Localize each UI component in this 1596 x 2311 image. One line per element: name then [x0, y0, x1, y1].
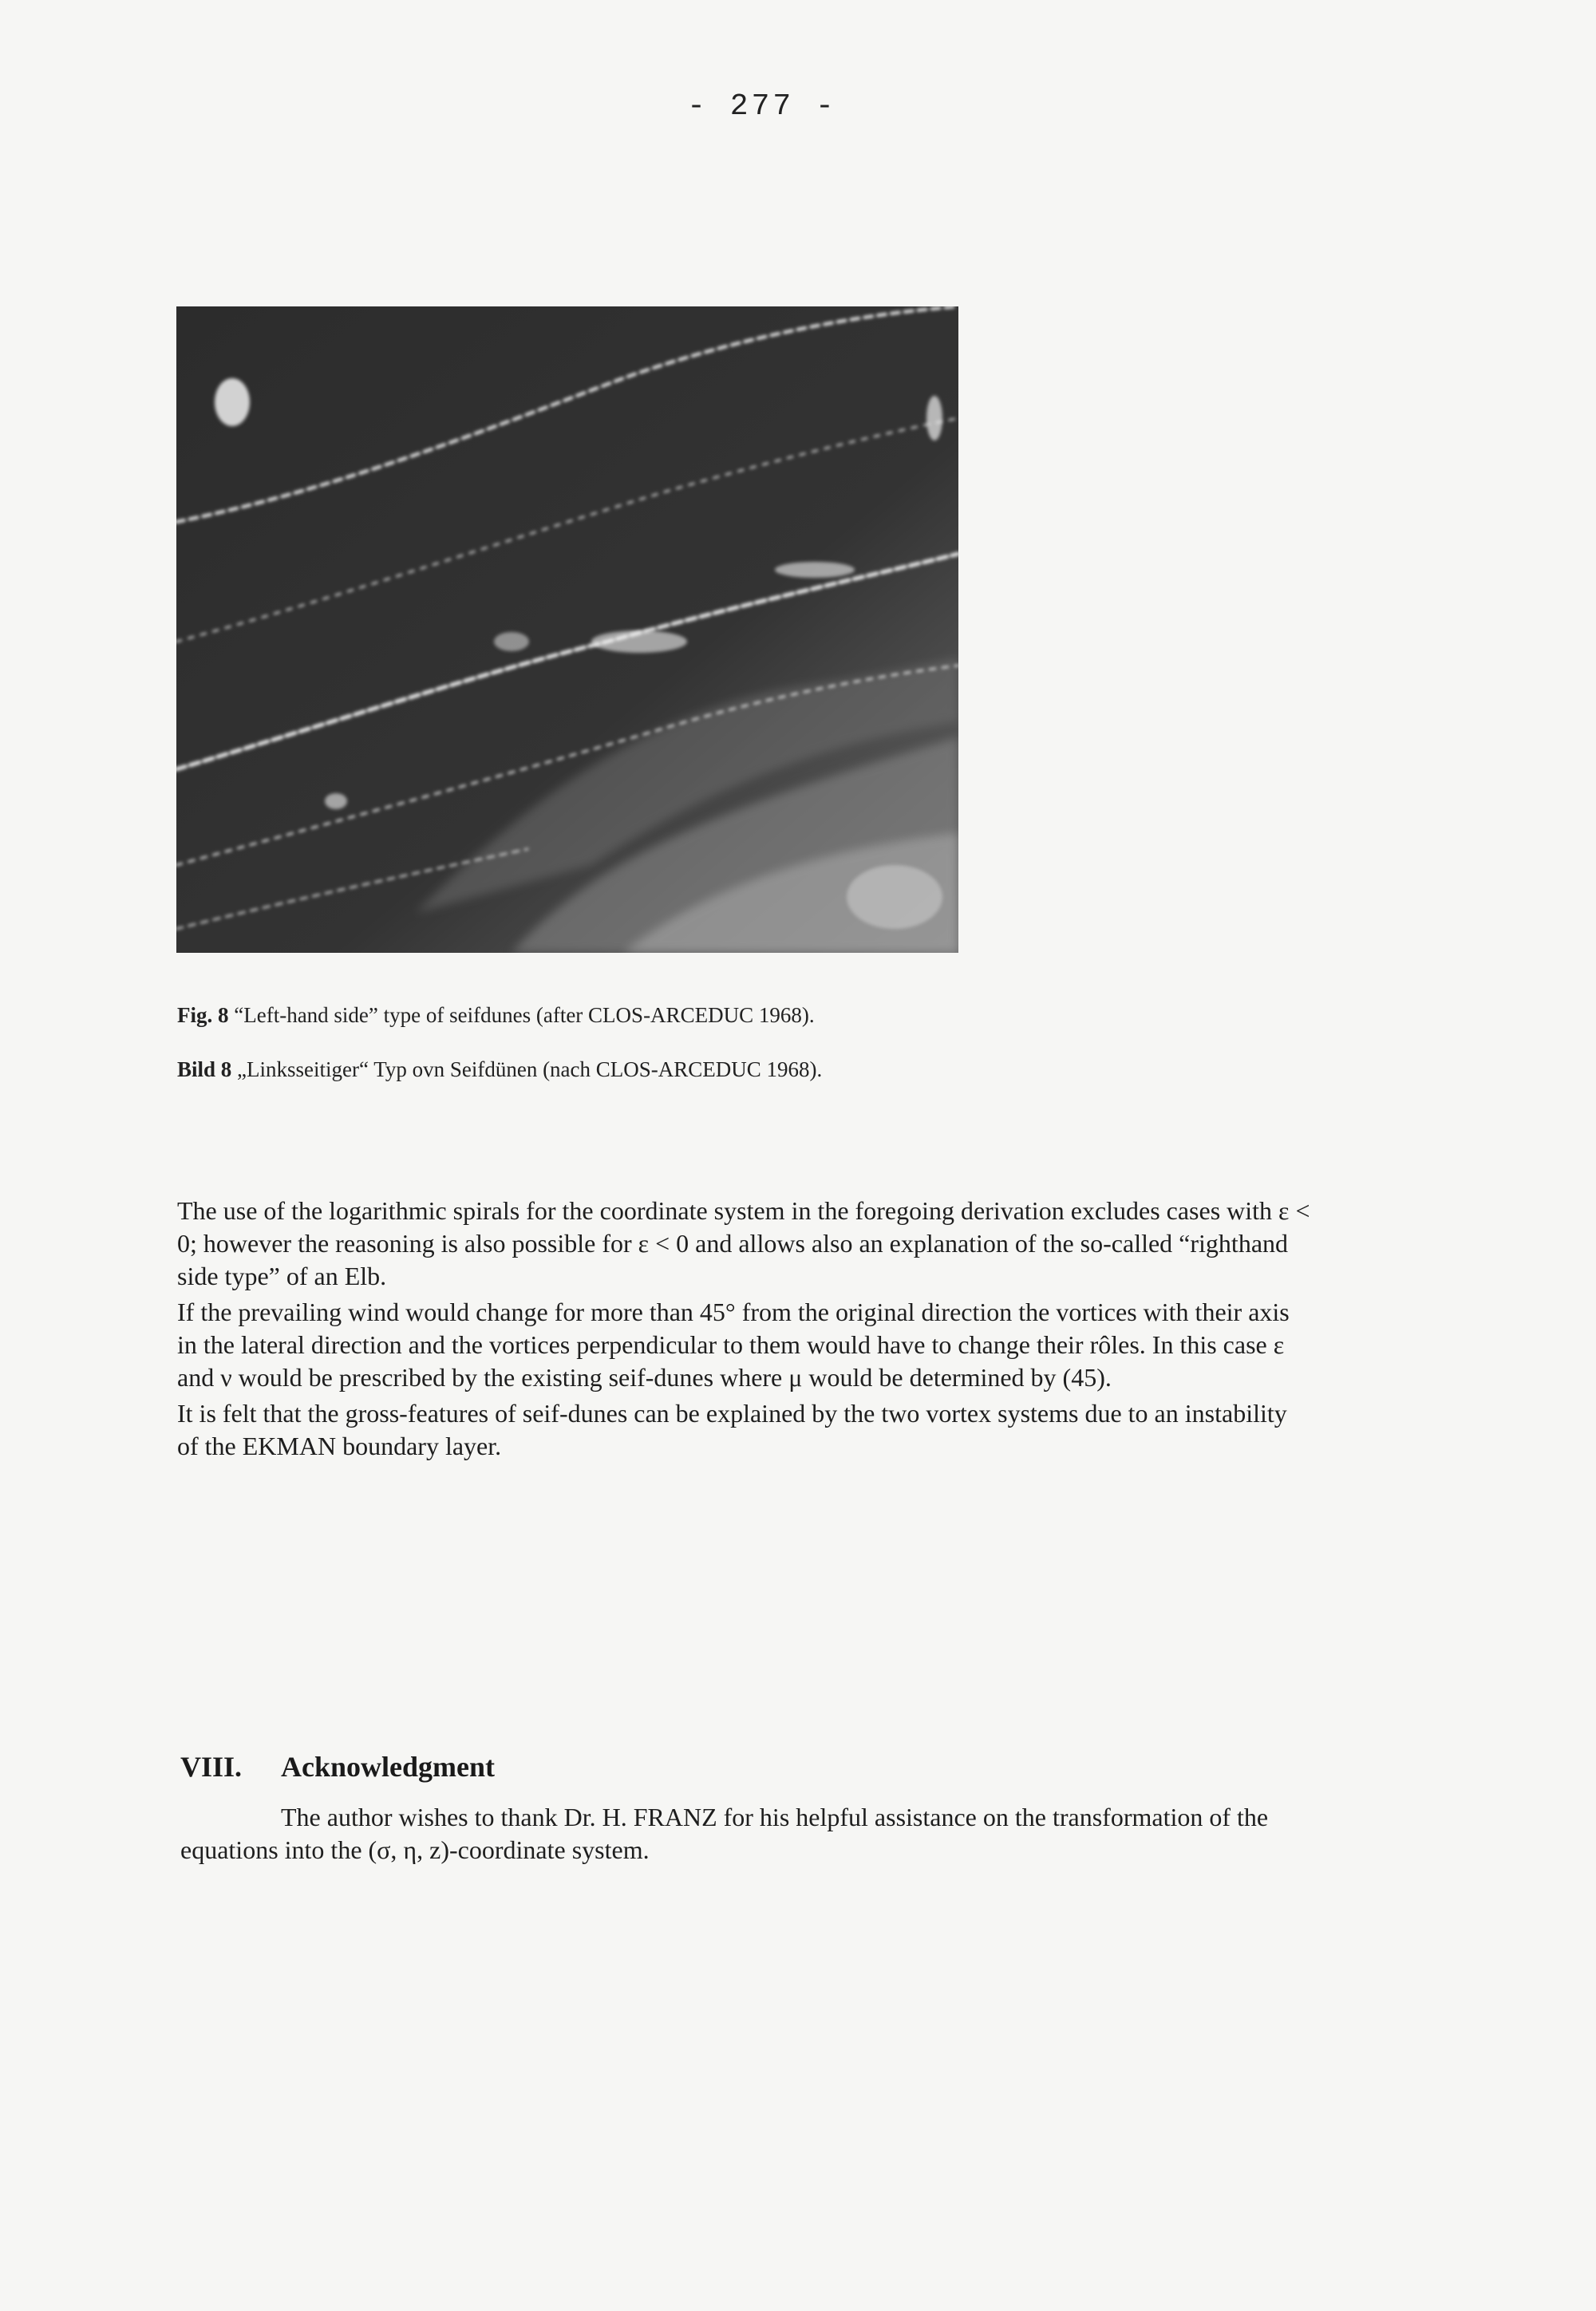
dune-photograph — [176, 306, 958, 953]
figure-caption-en — [177, 1003, 815, 1028]
paragraph: If the prevailing wind would change for more than 45° from the original direction the vortices with their axis in the lateral direction and the vortices perpendicular to them would have to change their rôles. In this case ε and ν would be prescribed by the existing seif-dunes where μ would be determined by (45). — [177, 1298, 1290, 1392]
page-number: - 277 - — [687, 89, 837, 124]
section-title: Acknowledgment — [281, 1751, 495, 1783]
paragraph: The use of the logarithmic spirals for the coordinate system in the foregoing derivation excludes cases with ε < 0; however the reasoning is also possible for ε < 0 and allows also an explanation of the so-called “righthand side type” of an Elb. — [177, 1196, 1310, 1290]
caption-en-text: “Left-hand side” type of seifdunes (after CLOS-ARCEDUC 1968). — [234, 1003, 815, 1027]
figure-photo — [176, 306, 958, 953]
paragraph: It is felt that the gross-features of seif-dunes can be explained by the two vortex systems due to an instability of the EKMAN boundary layer. — [177, 1399, 1287, 1460]
section-number: VIII. — [180, 1751, 243, 1783]
acknowledgment-text — [180, 1801, 1298, 1867]
caption-en-label: Fig. 8 — [177, 1003, 229, 1027]
body-text — [177, 1195, 1310, 1466]
paragraph: The author wishes to thank Dr. H. FRANZ for his helpful assistance on the transformation of the equations into the (σ, η, z)-coordinate system. — [180, 1803, 1269, 1864]
caption-de-label: Bild 8 — [177, 1057, 232, 1081]
section-heading — [180, 1750, 495, 1784]
caption-de-text: „Linksseitiger“ Typ ovn Seifdünen (nach CLOS-ARCEDUC 1968). — [237, 1057, 823, 1081]
figure-caption-de — [177, 1057, 822, 1082]
